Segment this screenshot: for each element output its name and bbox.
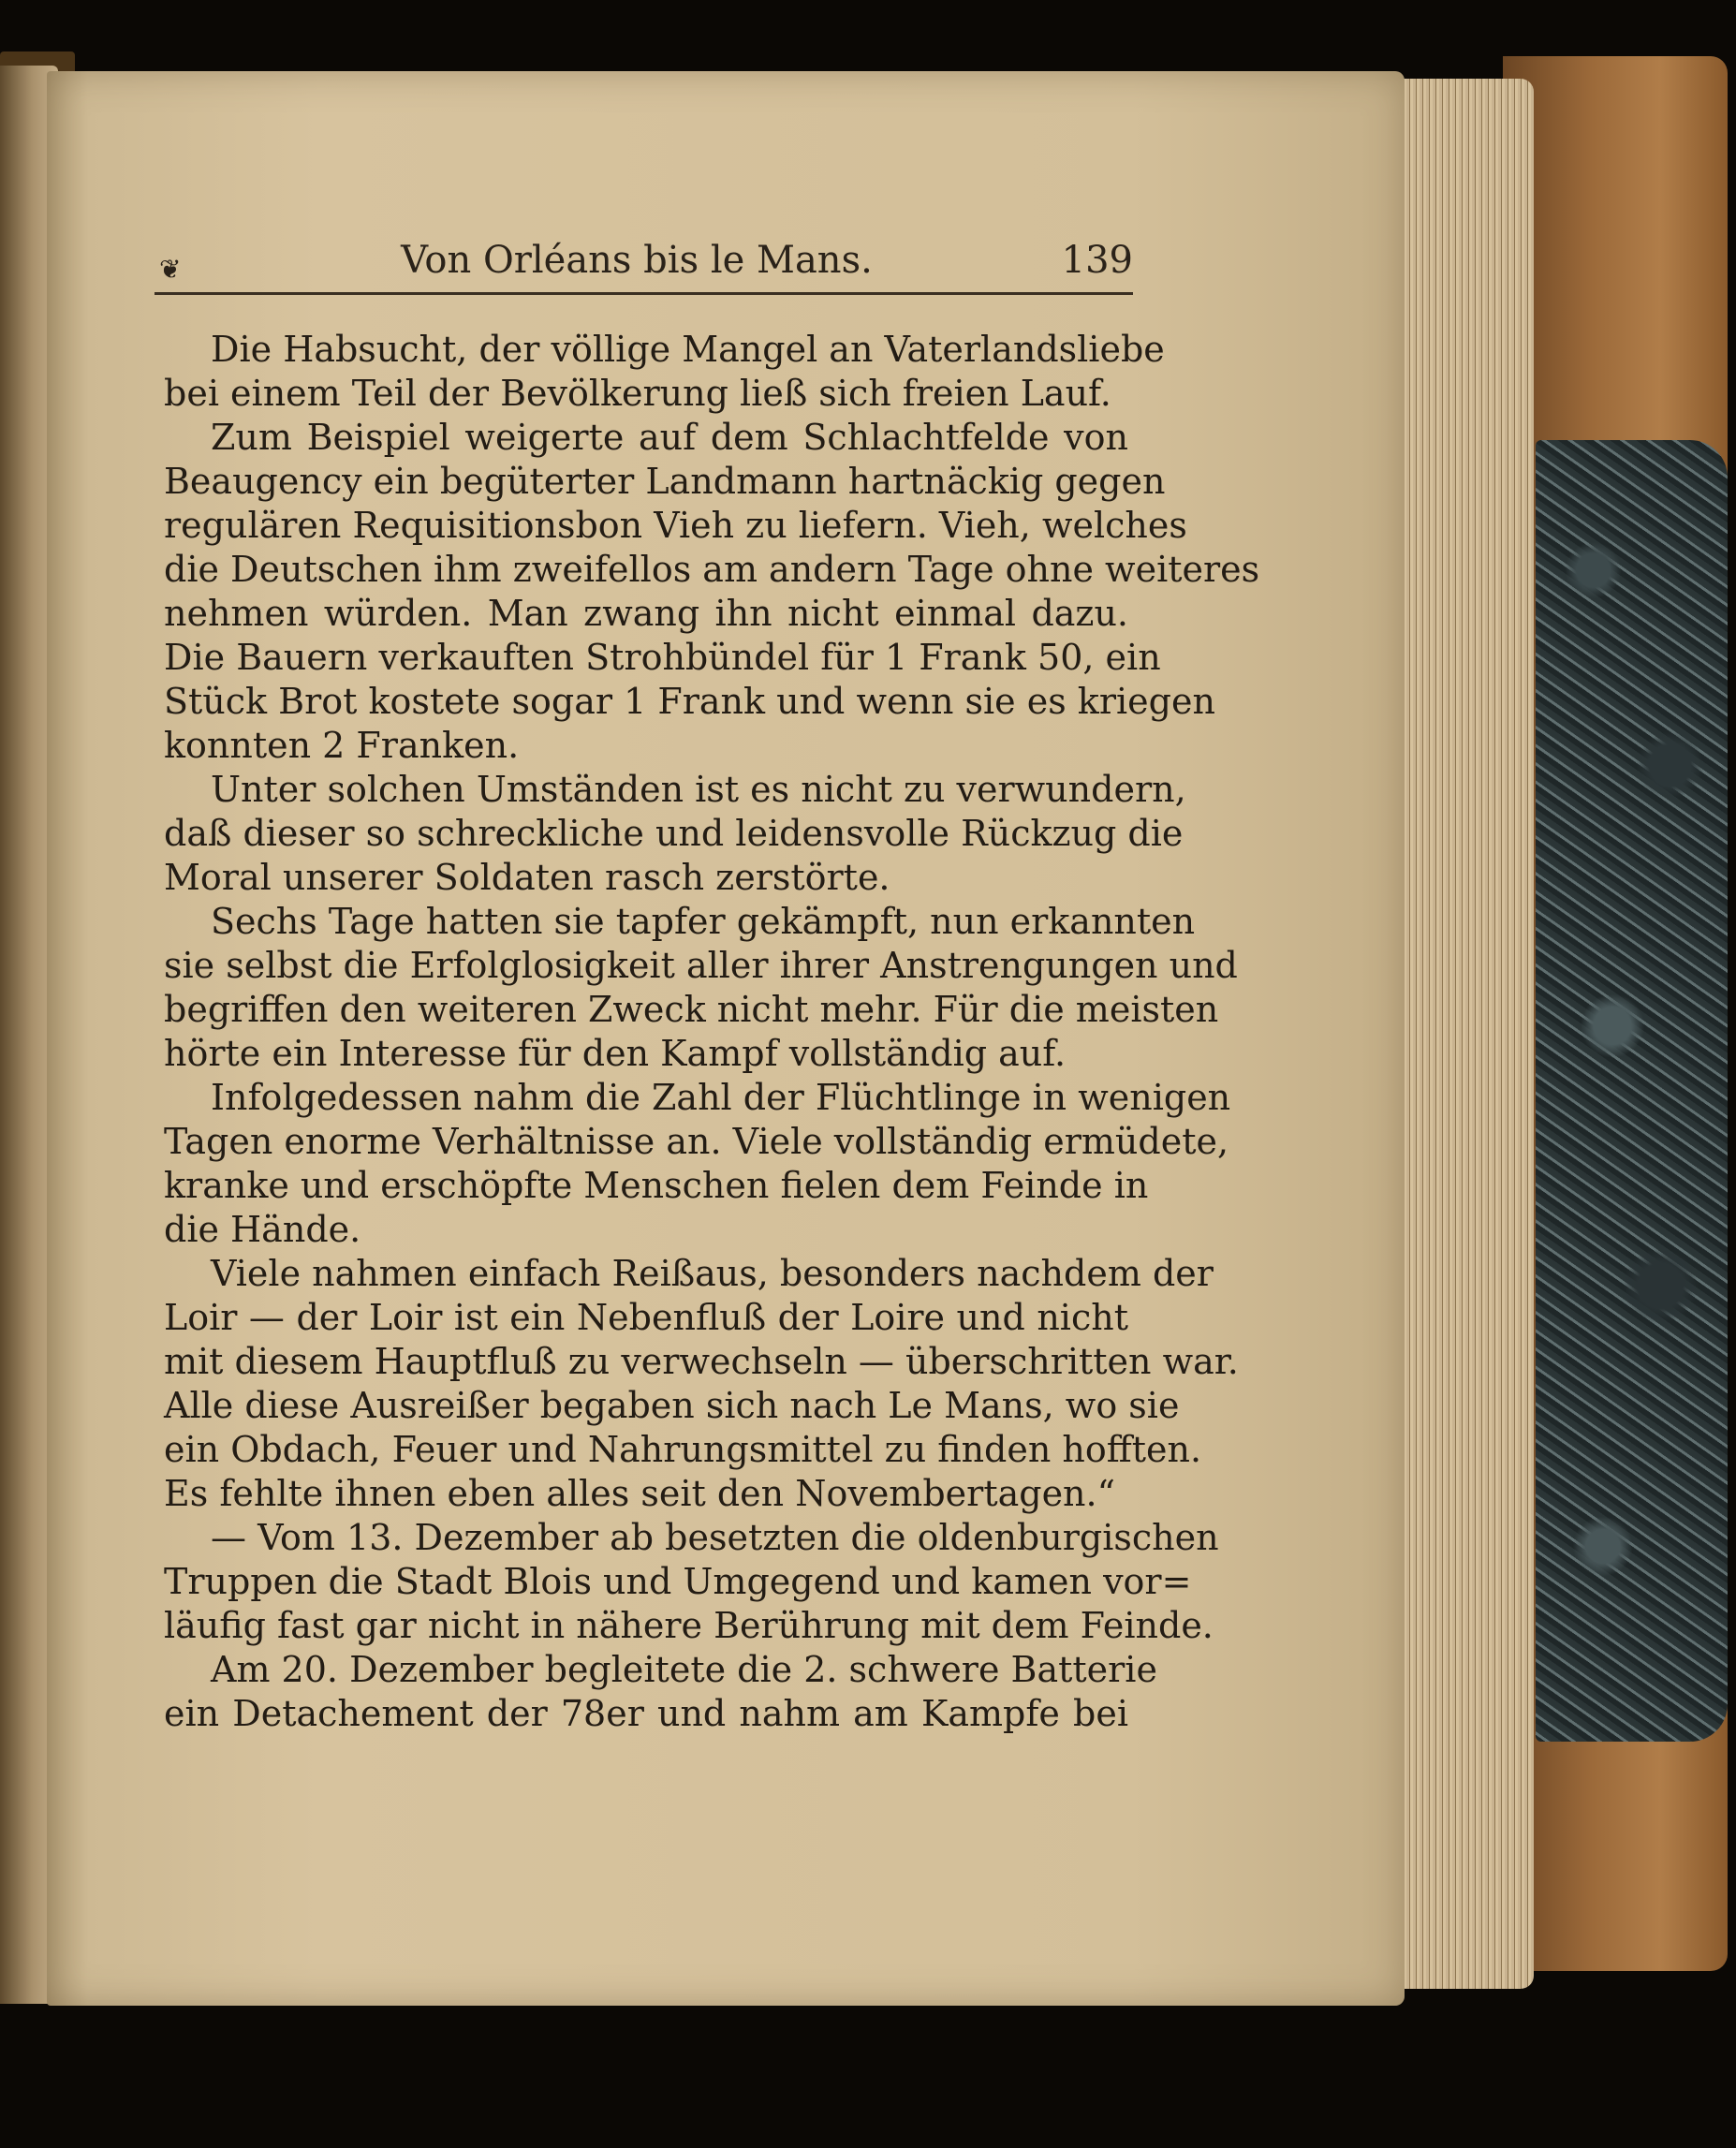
text-line: Unter solchen Umständen ist es nicht zu verwundern,: [211, 769, 1186, 810]
text-line: Loir — der Loir ist ein Nebenfluß der Loire und nicht: [164, 1297, 1128, 1338]
text-line: daß dieser so schreckliche und leidensvolle Rückzug die: [164, 813, 1184, 854]
text-line: konnten 2 Franken.: [164, 725, 520, 766]
text-line: nehmen würden. Man zwang ihn nicht einmal dazu.: [164, 593, 1128, 634]
text-line: Am 20. Dezember begleitete die 2. schwere Batterie: [211, 1649, 1157, 1690]
running-header: [159, 239, 1133, 297]
text-line: sie selbst die Erfolglosigkeit aller ihrer Anstrengungen und: [164, 945, 1238, 986]
text-line: regulären Requisitionsbon Vieh zu liefern. Vieh, welches: [164, 505, 1187, 546]
text-line: die Deutschen ihm zweifellos am andern Tage ohne weiteres: [164, 549, 1260, 590]
text-line: Infolgedessen nahm die Zahl der Flüchtlinge in wenigen: [211, 1077, 1231, 1118]
text-line: Beaugency ein begüterter Landmann hartnäckig gegen: [164, 461, 1166, 502]
text-line: bei einem Teil der Bevölkerung ließ sich freien Lauf.: [164, 373, 1111, 414]
text-line: Truppen die Stadt Blois und Umgegend und kamen vor=: [164, 1561, 1192, 1602]
text-line: Moral unserer Soldaten rasch zerstörte.: [164, 857, 890, 898]
marbled-endpaper: [1536, 440, 1728, 1742]
text-line: ein Detachement der 78er und nahm am Kampfe bei: [164, 1693, 1128, 1734]
text-line: — Vom 13. Dezember ab besetzten die oldenburgischen: [211, 1517, 1219, 1558]
header-rule: [154, 292, 1133, 295]
text-line: Die Habsucht, der völlige Mangel an Vaterlandsliebe: [211, 329, 1165, 370]
text-line: Viele nahmen einfach Reißaus, besonders nachdem der: [211, 1253, 1214, 1294]
text-line: kranke und erschöpfte Menschen fielen dem Feinde in: [164, 1165, 1149, 1206]
ornament-icon: ❦: [159, 254, 182, 285]
text-line: ein Obdach, Feuer und Nahrungsmittel zu finden hofften.: [164, 1429, 1202, 1470]
text-line: mit diesem Hauptfluß zu verwechseln — überschritten war.: [164, 1341, 1239, 1382]
text-line: begriffen den weiteren Zweck nicht mehr. Für die meisten: [164, 989, 1219, 1030]
text-line: Alle diese Ausreißer begaben sich nach Le Mans, wo sie: [164, 1385, 1180, 1426]
text-line: hörte ein Interesse für den Kampf vollständig auf.: [164, 1033, 1067, 1074]
text-line: die Hände.: [164, 1209, 361, 1250]
text-line: läufig fast gar nicht in nähere Berührung mit dem Feinde.: [164, 1605, 1214, 1646]
text-line: Stück Brot kostete sogar 1 Frank und wenn sie es kriegen: [164, 681, 1215, 722]
text-line: Tagen enorme Verhältnisse an. Viele vollständig ermüdete,: [164, 1121, 1229, 1162]
page-block-edges: [1393, 79, 1534, 1989]
page-number: 139: [1061, 239, 1133, 282]
text-line: Es fehlte ihnen eben alles seit den Novembertagen.“: [164, 1473, 1116, 1514]
running-title: Von Orléans bis le Mans.: [401, 239, 873, 282]
text-line: Zum Beispiel weigerte auf dem Schlachtfelde von: [211, 417, 1128, 458]
text-line: Die Bauern verkauften Strohbündel für 1 Frank 50, ein: [164, 637, 1161, 678]
text-line: Sechs Tage hatten sie tapfer gekämpft, nun erkannten: [211, 901, 1196, 942]
body-text: [164, 328, 1260, 1736]
